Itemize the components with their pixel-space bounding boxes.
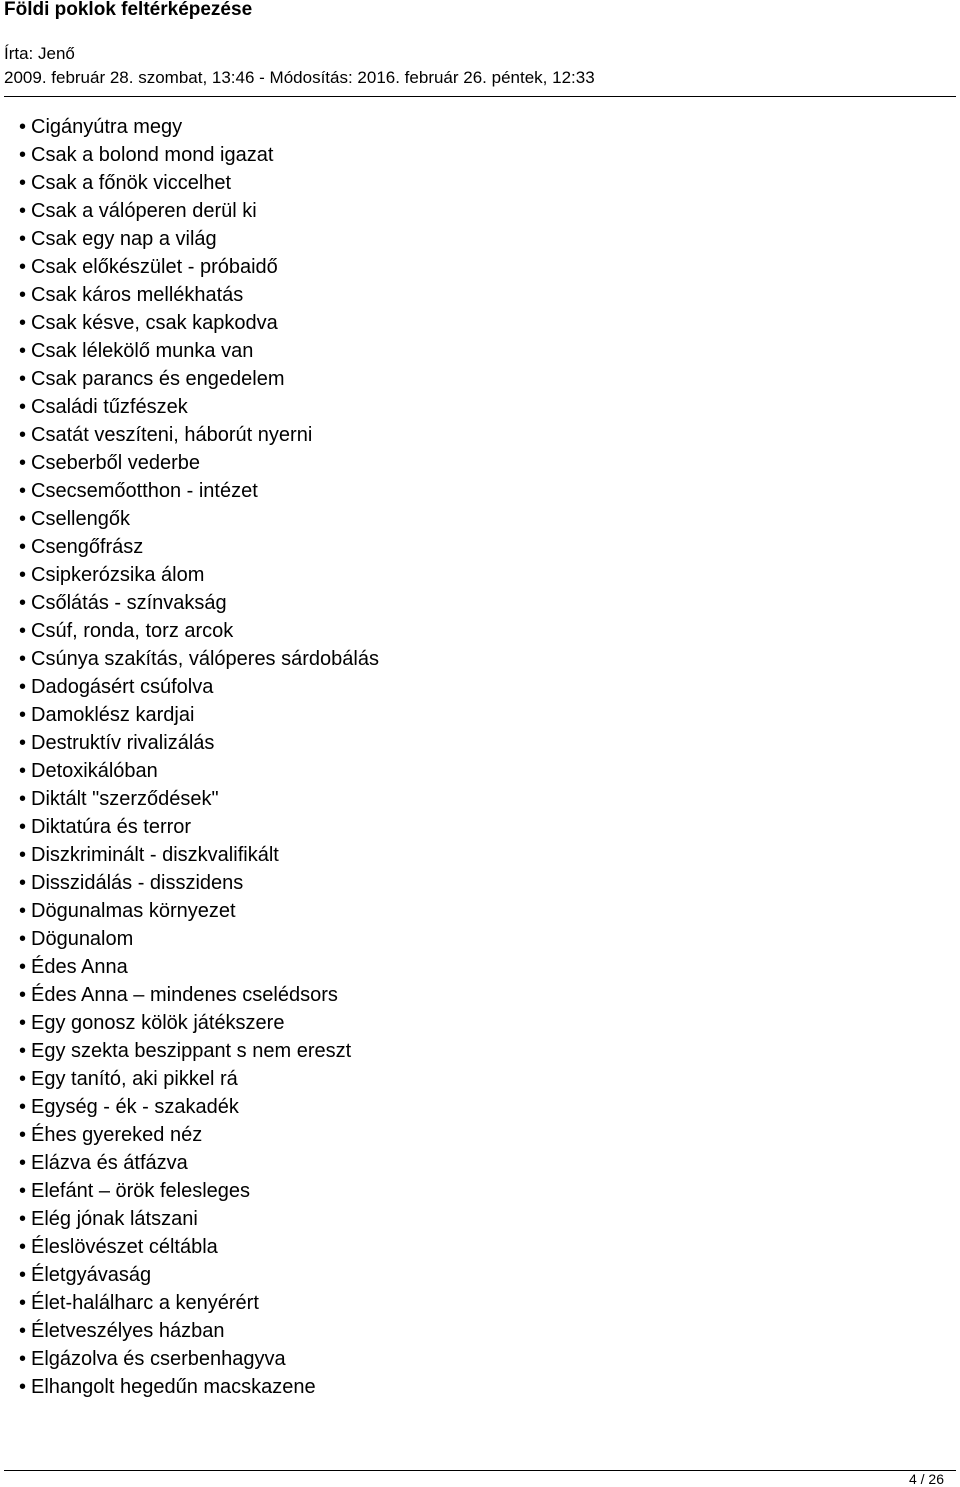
bullet-icon: • [19, 760, 27, 782]
list-item [19, 617, 379, 645]
list-item-text: Csellengők [31, 508, 130, 530]
list-item-text: Élet-halálharc a kenyérért [31, 1292, 259, 1314]
list-item [19, 953, 379, 981]
list-item [19, 197, 379, 225]
list-item-text: Éleslövészet céltábla [31, 1236, 218, 1258]
list-item [19, 925, 379, 953]
list-item-text: Cseberből vederbe [31, 452, 200, 474]
list-item [19, 813, 379, 841]
list-item [19, 281, 379, 309]
list-item-text: Egy szekta beszippant s nem ereszt [31, 1040, 352, 1062]
list-item-text: Csipkerózsika álom [31, 564, 205, 586]
bullet-icon: • [19, 676, 27, 698]
list-item-text: Detoxikálóban [31, 760, 158, 782]
list-item [19, 449, 379, 477]
list-item-text: Csak a válóperen derül ki [31, 200, 257, 222]
list-item [19, 1233, 379, 1261]
page-indicator: 4 / 26 [908, 1471, 944, 1487]
list-item [19, 169, 379, 197]
list-item-text: Dadogásért csúfolva [31, 676, 214, 698]
author-line: Írta: Jenő [4, 44, 75, 63]
list-item [19, 841, 379, 869]
list-item [19, 505, 379, 533]
list-item-text: Diszkriminált - diszkvalifikált [31, 844, 279, 866]
list-item-text: Dögunalom [31, 928, 134, 950]
bullet-icon: • [19, 116, 27, 138]
list-item-text: Csak egy nap a világ [31, 228, 217, 250]
list-item [19, 421, 379, 449]
topic-list [19, 113, 379, 1401]
list-item-text: Diktált "szerződések" [31, 788, 219, 810]
list-item-text: Csengőfrász [31, 536, 144, 558]
list-item-text: Csőlátás - színvakság [31, 592, 227, 614]
bullet-icon: • [19, 1096, 27, 1118]
bullet-icon: • [19, 228, 27, 250]
list-item-text: Egy gonosz kölök játékszere [31, 1012, 285, 1034]
bullet-icon: • [19, 1376, 27, 1398]
bullet-icon: • [19, 1124, 27, 1146]
bullet-icon: • [19, 1264, 27, 1286]
list-item-text: Csatát veszíteni, háborút nyerni [31, 424, 313, 446]
list-item-text: Damoklész kardjai [31, 704, 195, 726]
list-item [19, 589, 379, 617]
bullet-icon: • [19, 1236, 27, 1258]
list-item [19, 1373, 379, 1401]
bullet-icon: • [19, 480, 27, 502]
list-item-text: Csúf, ronda, torz arcok [31, 620, 234, 642]
bullet-icon: • [19, 312, 27, 334]
bullet-icon: • [19, 1040, 27, 1062]
list-item [19, 785, 379, 813]
bullet-icon: • [19, 732, 27, 754]
list-item [19, 1317, 379, 1345]
bullet-icon: • [19, 508, 27, 530]
list-item [19, 1121, 379, 1149]
list-item [19, 1037, 379, 1065]
list-item [19, 561, 379, 589]
list-item-text: Elgázolva és cserbenhagyva [31, 1348, 286, 1370]
list-item-text: Diktatúra és terror [31, 816, 192, 838]
list-item [19, 337, 379, 365]
list-item [19, 225, 379, 253]
list-item [19, 1289, 379, 1317]
list-item-text: Elefánt – örök felesleges [31, 1180, 251, 1202]
bullet-icon: • [19, 1180, 27, 1202]
list-item [19, 1205, 379, 1233]
list-item-text: Egység - ék - szakadék [31, 1096, 239, 1118]
bullet-icon: • [19, 872, 27, 894]
list-item [19, 1149, 379, 1177]
bullet-icon: • [19, 256, 27, 278]
list-item-text: Destruktív rivalizálás [31, 732, 215, 754]
list-item [19, 673, 379, 701]
list-item [19, 1177, 379, 1205]
list-item [19, 981, 379, 1009]
footer-divider [4, 1470, 956, 1471]
bullet-icon: • [19, 200, 27, 222]
bullet-icon: • [19, 424, 27, 446]
list-item-text: Csak káros mellékhatás [31, 284, 244, 306]
list-item [19, 701, 379, 729]
list-item-text: Családi tűzfészek [31, 396, 188, 418]
list-item-text: Csak előkészület - próbaidő [31, 256, 278, 278]
date-line: 2009. február 28. szombat, 13:46 - Módosítás: 2016. február 26. péntek, 12:33 [4, 68, 595, 87]
list-item-text: Elhangolt hegedűn macskazene [31, 1376, 316, 1398]
list-item [19, 869, 379, 897]
bullet-icon: • [19, 816, 27, 838]
list-item-text: Cigányútra megy [31, 116, 183, 138]
bullet-icon: • [19, 172, 27, 194]
list-item-text: Dögunalmas környezet [31, 900, 236, 922]
bullet-icon: • [19, 1068, 27, 1090]
bullet-icon: • [19, 1320, 27, 1342]
list-item [19, 1065, 379, 1093]
list-item [19, 477, 379, 505]
list-item [19, 1261, 379, 1289]
list-item-text: Csak lélekölő munka van [31, 340, 254, 362]
bullet-icon: • [19, 452, 27, 474]
list-item [19, 1009, 379, 1037]
bullet-icon: • [19, 1012, 27, 1034]
bullet-icon: • [19, 984, 27, 1006]
list-item [19, 729, 379, 757]
list-item [19, 393, 379, 421]
bullet-icon: • [19, 900, 27, 922]
list-item [19, 645, 379, 673]
header-divider [4, 96, 956, 97]
list-item-text: Éhes gyereked néz [31, 1124, 203, 1146]
bullet-icon: • [19, 788, 27, 810]
list-item-text: Csúnya szakítás, válóperes sárdobálás [31, 648, 379, 670]
list-item [19, 1093, 379, 1121]
bullet-icon: • [19, 1152, 27, 1174]
list-item [19, 1345, 379, 1373]
bullet-icon: • [19, 340, 27, 362]
list-item-text: Csak a bolond mond igazat [31, 144, 274, 166]
list-item [19, 897, 379, 925]
bullet-icon: • [19, 956, 27, 978]
list-item [19, 141, 379, 169]
list-item [19, 309, 379, 337]
bullet-icon: • [19, 564, 27, 586]
list-item-text: Édes Anna [31, 956, 128, 978]
bullet-icon: • [19, 704, 27, 726]
list-item-text: Elázva és átfázva [31, 1152, 188, 1174]
bullet-icon: • [19, 144, 27, 166]
bullet-icon: • [19, 648, 27, 670]
list-item-text: Életveszélyes házban [31, 1320, 225, 1342]
list-item [19, 253, 379, 281]
bullet-icon: • [19, 1292, 27, 1314]
bullet-icon: • [19, 368, 27, 390]
bullet-icon: • [19, 1208, 27, 1230]
list-item [19, 533, 379, 561]
list-item-text: Csak parancs és engedelem [31, 368, 285, 390]
bullet-icon: • [19, 844, 27, 866]
bullet-icon: • [19, 928, 27, 950]
list-item [19, 113, 379, 141]
bullet-icon: • [19, 1348, 27, 1370]
bullet-icon: • [19, 620, 27, 642]
document-header [4, 0, 956, 88]
list-item-text: Egy tanító, aki pikkel rá [31, 1068, 238, 1090]
bullet-icon: • [19, 396, 27, 418]
list-item [19, 365, 379, 393]
list-item-text: Édes Anna – mindenes cselédsors [31, 984, 338, 1006]
list-item-text: Csecsemőotthon - intézet [31, 480, 258, 502]
bullet-icon: • [19, 284, 27, 306]
bullet-icon: • [19, 592, 27, 614]
list-item-text: Disszidálás - disszidens [31, 872, 244, 894]
page-title: Földi poklok feltérképezése [4, 0, 253, 20]
list-item-text: Életgyávaság [31, 1264, 152, 1286]
list-item [19, 757, 379, 785]
bullet-icon: • [19, 536, 27, 558]
list-item-text: Elég jónak látszani [31, 1208, 198, 1230]
list-item-text: Csak a főnök viccelhet [31, 172, 232, 194]
list-item-text: Csak késve, csak kapkodva [31, 312, 278, 334]
